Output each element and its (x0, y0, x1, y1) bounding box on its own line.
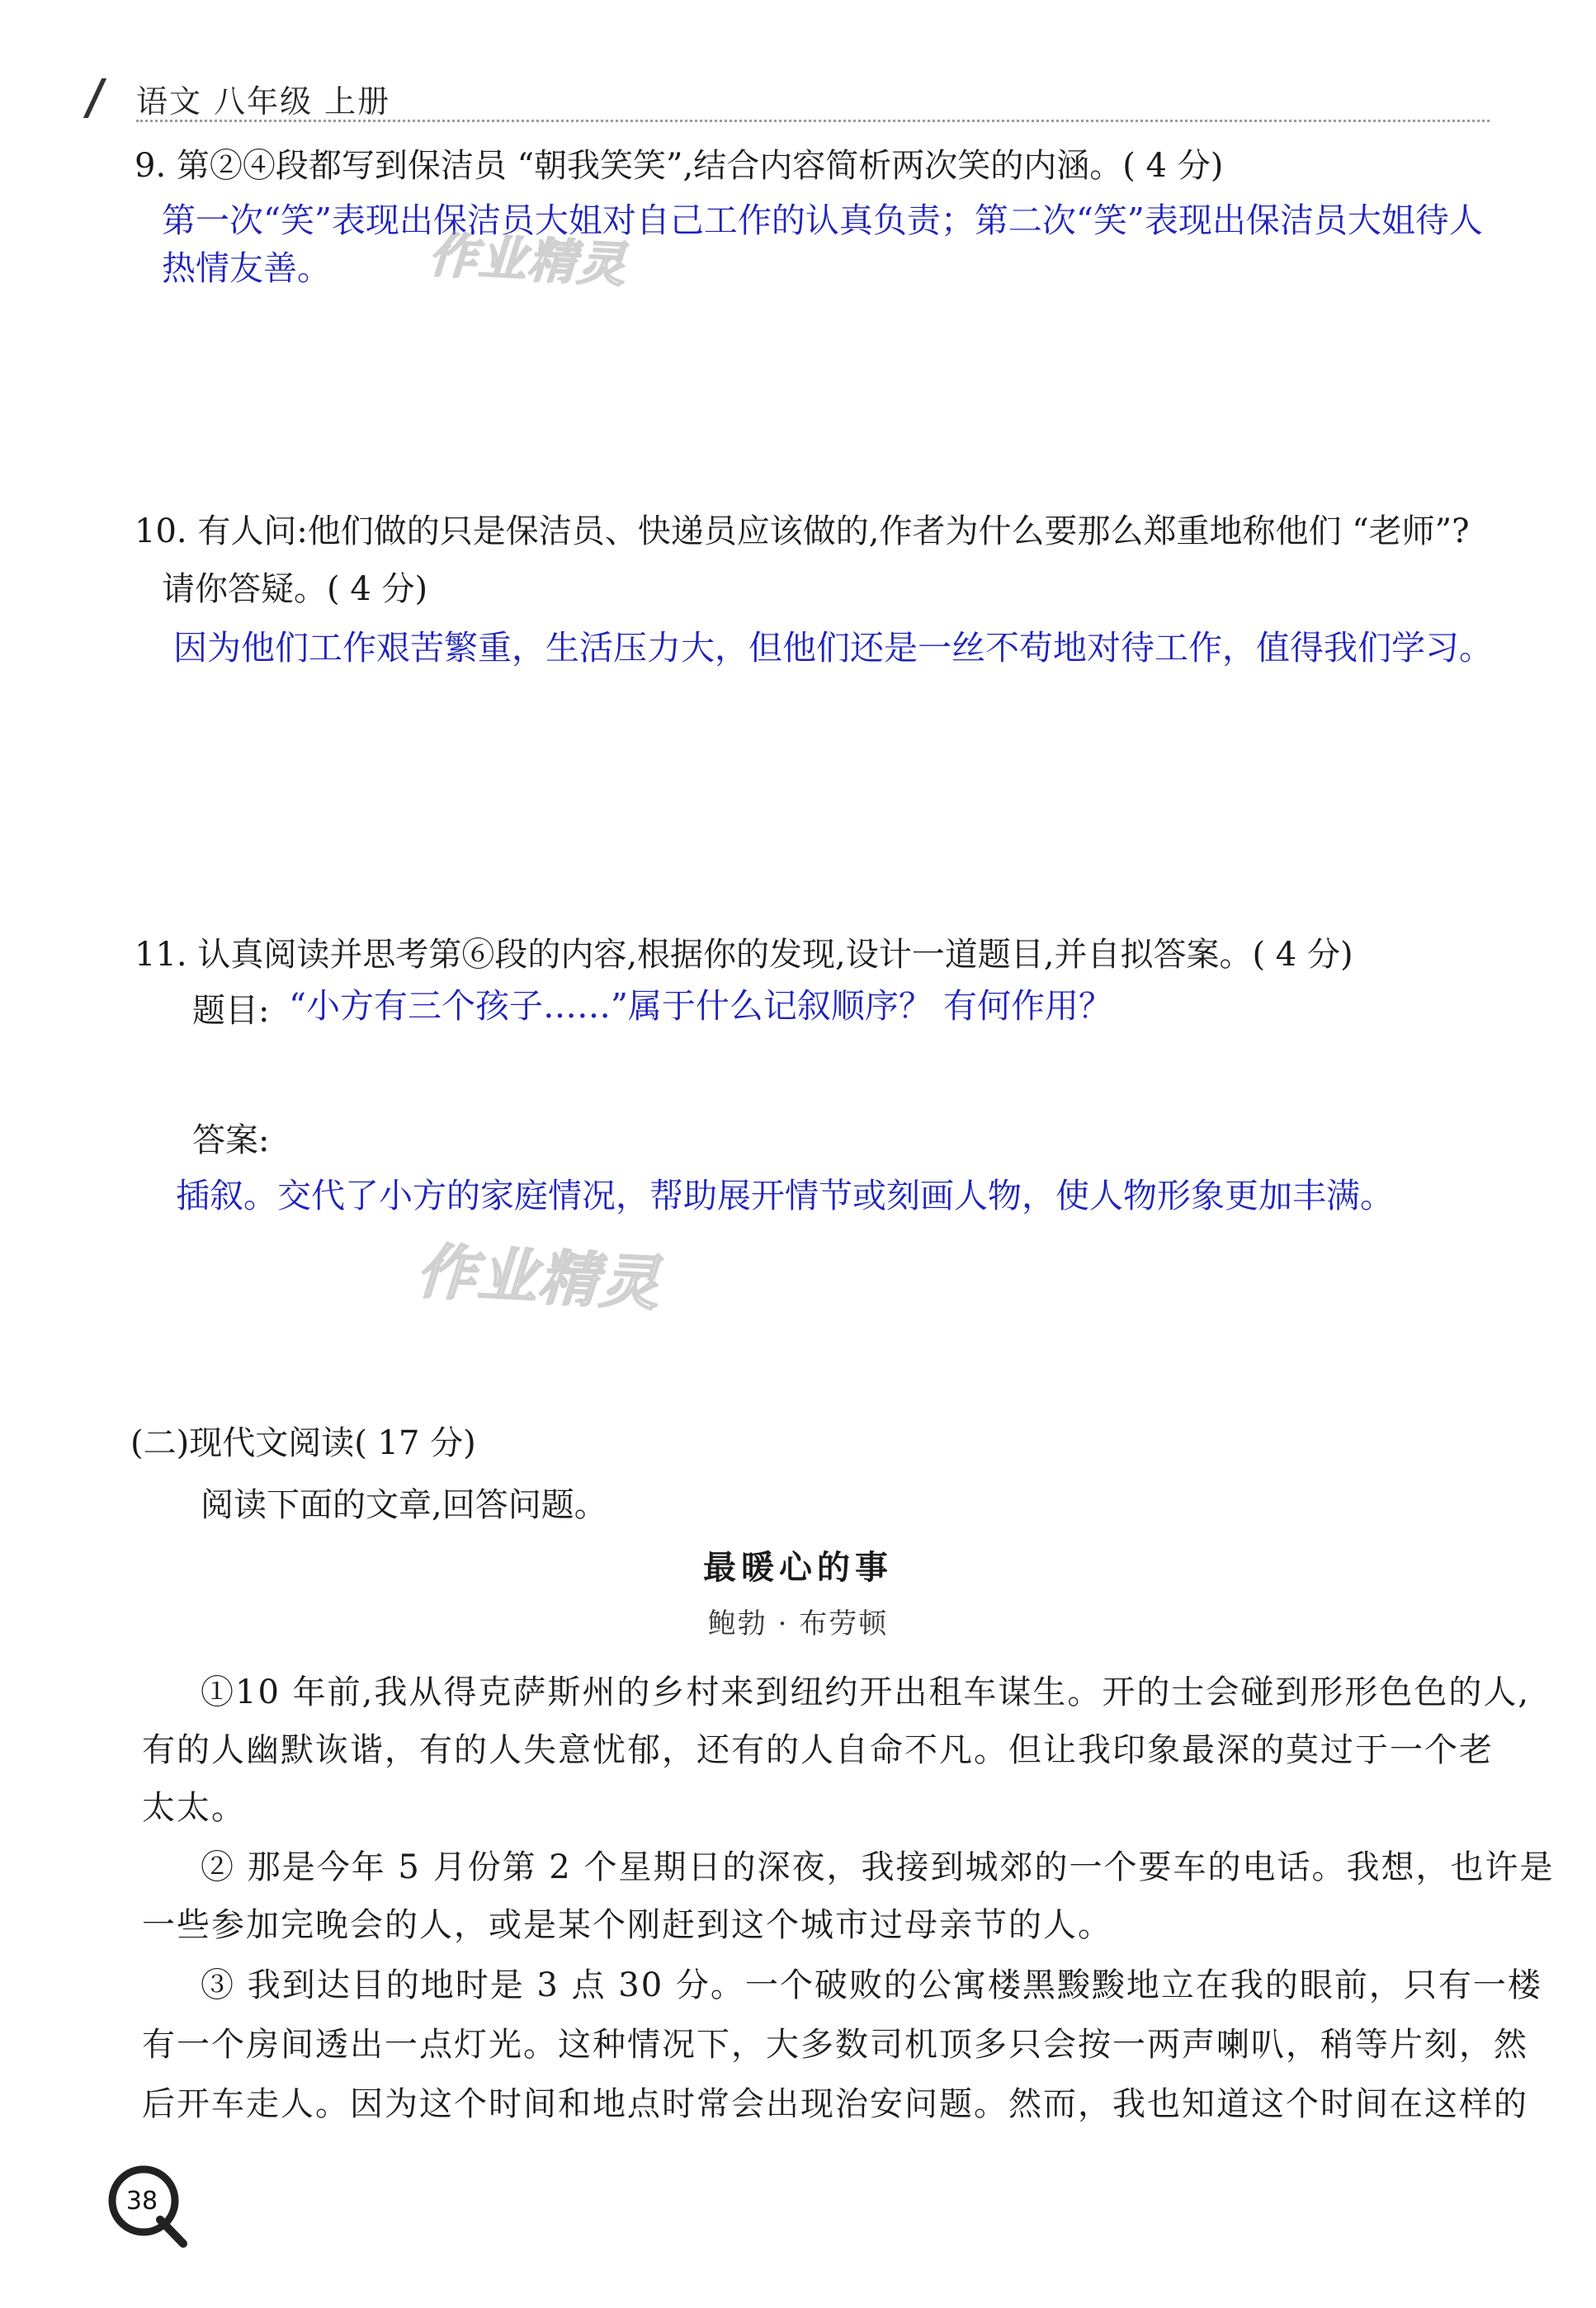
section-instruction: 阅读下面的文章,回答问题。 (201, 1486, 607, 1524)
article-p1-line2: 有的人幽默诙谐，有的人失意忧郁，还有的人自命不凡。但让我印象最深的莫过于一个老 (142, 1731, 1494, 1769)
header-slash-mark (83, 78, 106, 118)
q9-answer-line2: 热情友善。 (162, 248, 331, 288)
q11-question: 11. 认真阅读并思考第⑥段的内容,根据你的发现,设计一道题目,并自拟答案。( 4 分) (135, 936, 1353, 974)
header-divider (136, 120, 1490, 122)
q9-question: 9. 第②④段都写到保洁员 “朝我笑笑”,结合内容简析两次笑的内涵。( 4 分) (135, 147, 1224, 185)
q11-topic-answer: “小方有三个孩子……”属于什么记叙顺序？ 有何作用？ (289, 986, 1112, 1026)
article-p3-line1: ③ 我到达目的地时是 3 点 30 分。一个破败的公寓楼黑黢黢地立在我的眼前，只有一楼 (201, 1966, 1542, 2004)
q10-answer: 因为他们工作艰苦繁重，生活压力大，但他们还是一丝不苟地对待工作，值得我们学习。 (173, 628, 1493, 668)
header-title: 语文 八年级 上册 (136, 83, 391, 120)
section-heading: (二)现代文阅读( 17 分) (130, 1424, 476, 1462)
q11-answer-label: 答案: (192, 1121, 270, 1159)
page-number: 38 (125, 2187, 158, 2216)
article-title: 最暖心的事 (703, 1548, 893, 1587)
q10-question-line2: 请你答疑。( 4 分) (162, 570, 428, 608)
article-p3-line3: 后开车走人。因为这个时间和地点时常会出现治安问题。然而，我也知道这个时间在这样的 (142, 2085, 1528, 2123)
watermark-1: 作业精灵 (427, 226, 629, 294)
watermark-2: 作业精灵 (414, 1236, 663, 1319)
article-p2-line1: ② 那是今年 5 月份第 2 个星期日的深夜，我接到城郊的一个要车的电话。我想，也许是 (201, 1848, 1555, 1886)
q10-question-line1: 10. 有人问:他们做的只是保洁员、快递员应该做的,作者为什么要那么郑重地称他们 “老师”? (135, 512, 1470, 550)
article-p1-line1: ①10 年前,我从得克萨斯州的乡村来到纽约开出租车谋生。开的士会碰到形形色色的人, (201, 1673, 1531, 1711)
article-p2-line2: 一些参加完晚会的人，或是某个刚赶到这个城市过母亲节的人。 (142, 1906, 1112, 1944)
article-p1-line3: 太太。 (142, 1789, 246, 1827)
q11-answer: 插叙。交代了小方的家庭情况，帮助展开情节或刻画人物，使人物形象更加丰满。 (176, 1176, 1394, 1215)
q9-answer-line1: 第一次“笑”表现出保洁员大姐对自己工作的认真负责；第二次“笑”表现出保洁员大姐待人 (162, 201, 1483, 240)
article-author: 鲍勃 · 布劳顿 (707, 1607, 889, 1640)
q11-topic-label: 题目: (192, 992, 270, 1030)
article-p3-line2: 有一个房间透出一点灯光。这种情况下，大多数司机顶多只会按一两声喇叭，稍等片刻，然 (142, 2026, 1528, 2064)
